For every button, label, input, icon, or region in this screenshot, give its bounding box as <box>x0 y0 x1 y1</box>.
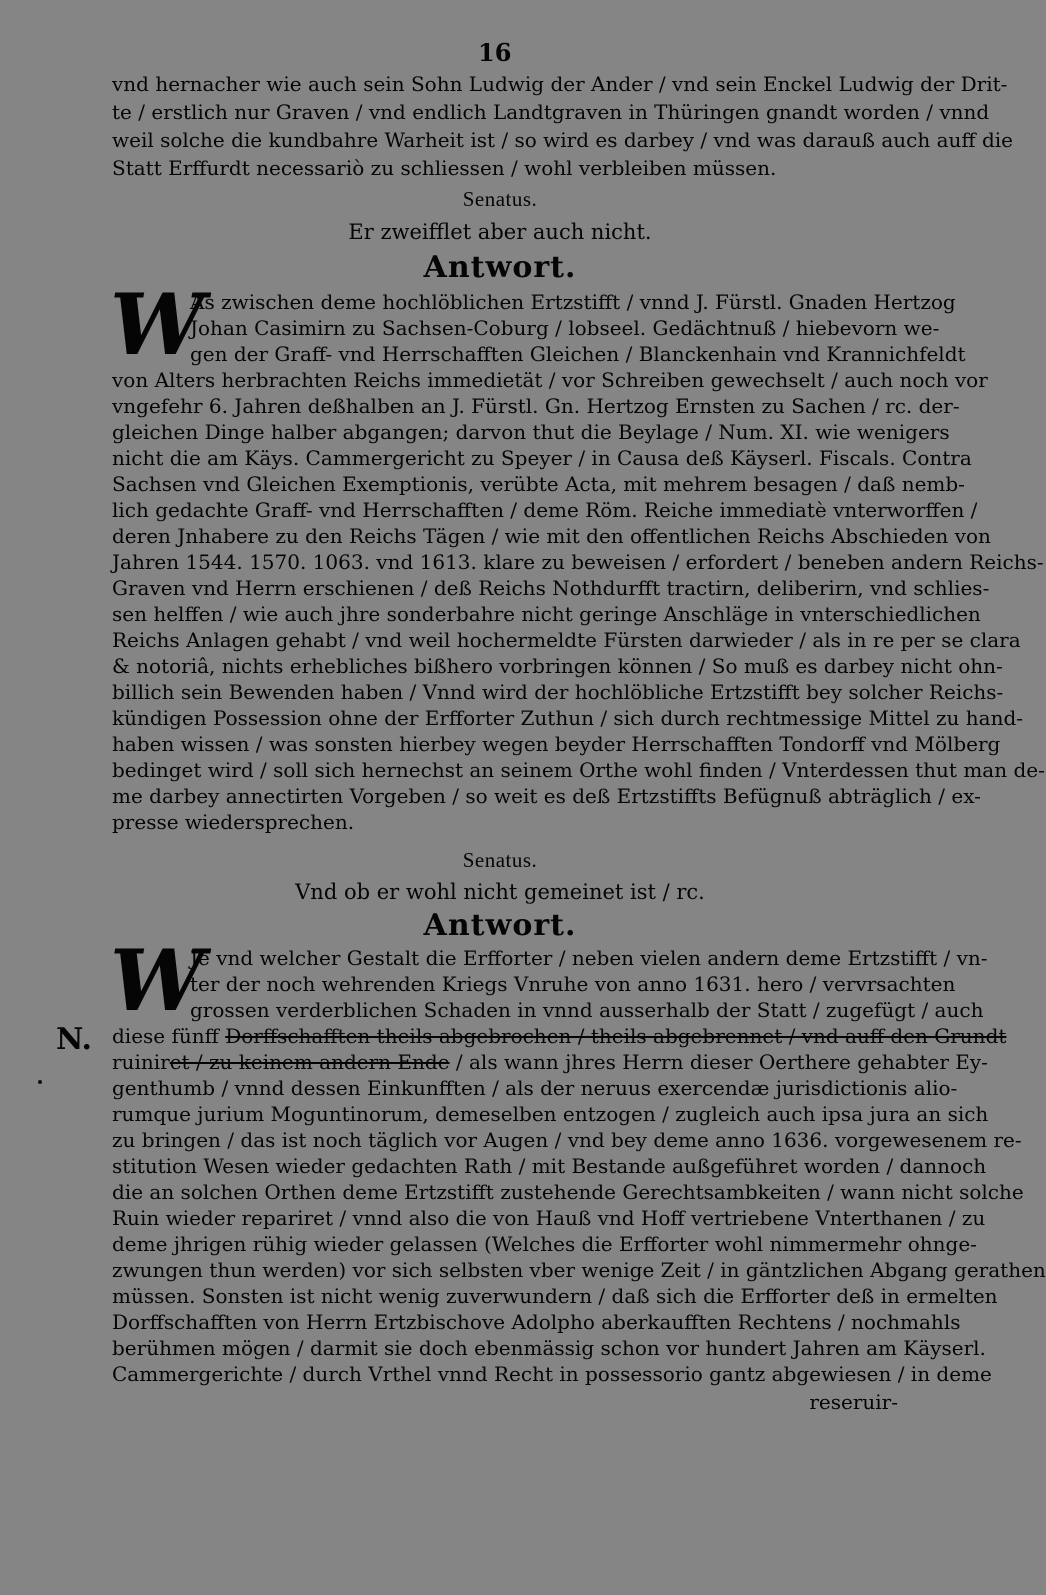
text-line: Ruin wieder repariret / vnnd also die von Hauß vnd Hoff vertriebene Vnterthanen / zu <box>112 1206 986 1230</box>
text-line: berühmen mögen / darmit sie doch ebenmässig schon vor hundert Jahren am Käyserl. <box>112 1336 986 1360</box>
text-segment: / als wann jhres Herrn dieser Oerthere gehabter Ey- <box>449 1050 988 1074</box>
text-line: As zwischen deme hochlöblichen Ertzstifft / vnnd J. Fürstl. Gnaden Hertzog <box>190 290 956 314</box>
speaker-heading: Senatus. <box>462 187 538 211</box>
text-line: von Alters herbrachten Reichs immedietät / vor Schreiben gewechselt / auch noch vor <box>112 368 988 392</box>
answer-heading: Antwort. <box>423 908 577 943</box>
text-line: lich gedachte Graff- vnd Herrschafften / deme Röm. Reiche immediatè vnterworffen / <box>112 498 978 522</box>
text-line: vngefehr 6. Jahren deßhalben an J. Fürstl. Gn. Hertzog Ernsten zu Sachen / rc. der- <box>112 394 960 418</box>
text-line: zu bringen / das ist noch täglich vor Augen / vnd bey deme anno 1636. vorgewesenem re- <box>112 1128 1022 1152</box>
text-line: weil solche die kundbahre Warheit ist / so wird es darbey / vnd was darauß auch auff die <box>112 128 1013 152</box>
text-line: vnd hernacher wie auch sein Sohn Ludwig der Ander / vnd sein Enckel Ludwig der Drit- <box>112 72 1008 96</box>
text-line: me darbey annectirten Vorgeben / so weit es deß Ertzstiffts Befügnuß abträglich / ex- <box>112 784 981 808</box>
text-line: billich sein Bewenden haben / Vnnd wird der hochlöbliche Ertzstifft bey solcher Reichs- <box>112 680 1004 704</box>
text-line: presse wiedersprechen. <box>112 810 355 834</box>
question-heading: Er zweifflet aber auch nicht. <box>348 220 652 244</box>
decorated-initial: W <box>110 275 205 374</box>
text-line: Jahren 1544. 1570. 1063. vnd 1613. klare zu beweisen / erfordert / beneben andern Reichs- <box>112 550 1044 574</box>
text-line: deme jhrigen rühig wieder gelassen (Welches die Erfforter wohl nimmermehr ohnge- <box>112 1232 977 1256</box>
text-line: ter der noch wehrenden Kriegs Vnruhe von anno 1631. hero / vervrsachten <box>190 972 956 996</box>
answer-heading: Antwort. <box>423 250 577 285</box>
struck-segment: Dorffschafften theils abgebrochen / theils abgebrennet / vnd auff den Grundt <box>225 1024 1007 1048</box>
text-line: kündigen Possession ohne der Erfforter Zuthun / sich durch rechtmessige Mittel zu hand- <box>112 706 1024 730</box>
struck-segment: et / zu keinem andern Ende <box>169 1050 450 1074</box>
text-line: deren Jnhabere zu den Reichs Tägen / wie mit den offentlichen Reichs Abschieden von <box>112 524 991 548</box>
text-line: gen der Graff- vnd Herrschafften Gleichen / Blanckenhain vnd Krannichfeldt <box>190 342 966 366</box>
text-line: gleichen Dinge halber abgangen; darvon thut die Beylage / Num. XI. wie wenigers <box>112 420 950 444</box>
text-line: Statt Erffurdt necessariò zu schliessen / wohl verbleiben müssen. <box>112 156 777 180</box>
question-heading: Vnd ob er wohl nicht gemeinet ist / rc. <box>295 880 705 904</box>
margin-annotation: N. <box>56 1022 92 1057</box>
text-line: sen helffen / wie auch jhre sonderbahre nicht geringe Anschläge in vnterschiedlichen <box>112 602 981 626</box>
page-number: 16 <box>478 38 512 67</box>
text-line: te / erstlich nur Graven / vnd endlich Landtgraven in Thüringen gnandt worden / vnnd <box>112 100 990 124</box>
text-line: nicht die am Käys. Cammergericht zu Speyer / in Causa deß Käyserl. Fiscals. Contra <box>112 446 972 470</box>
text-line: haben wissen / was sonsten hierbey wegen beyder Herrschafften Tondorff vnd Mölberg <box>112 732 1001 756</box>
struck-text-line <box>112 1050 988 1074</box>
text-line: Graven vnd Herrn erschienen / deß Reichs Nothdurfft tractirn, deliberirn, vnd schlies- <box>112 576 990 600</box>
text-line: bedinget wird / soll sich hernechst an seinem Orthe wohl finden / Vnterdessen thut man de- <box>112 758 1045 782</box>
text-line: Dorffschafften von Herrn Ertzbischove Adolpho aberkaufften Rechtens / nochmahls <box>112 1310 961 1334</box>
text-line: müssen. Sonsten ist nicht wenig zuverwundern / daß sich die Erfforter deß in ermelten <box>112 1284 998 1308</box>
text-line: Johan Casimirn zu Sachsen-Coburg / lobseel. Gedächtnuß / hiebevorn we- <box>190 316 940 340</box>
decorated-initial: W <box>110 931 205 1030</box>
text-segment: diese fünff <box>112 1024 226 1048</box>
text-line: die an solchen Orthen deme Ertzstifft zustehende Gerechtsambkeiten / wann nicht solche <box>112 1180 1024 1204</box>
text-line: Sachsen vnd Gleichen Exemptionis, verübte Acta, mit mehrem besagen / daß nemb- <box>112 472 965 496</box>
text-line: stitution Wesen wieder gedachten Rath / mit Bestande außgeführet worden / dannoch <box>112 1154 987 1178</box>
text-line: Reichs Anlagen gehabt / vnd weil hochermeldte Fürsten darwieder / als in re per se clara <box>112 628 1021 652</box>
text-line: rumque jurium Moguntinorum, demeselben entzogen / zugleich auch ipsa jura an sich <box>112 1102 989 1126</box>
text-line: & notoriâ, nichts erhebliches bißhero vorbringen können / So muß es darbey nicht ohn- <box>112 654 1003 678</box>
speaker-heading: Senatus. <box>462 848 538 872</box>
text-line: grossen verderblichen Schaden in vnnd ausserhalb der Statt / zugefügt / auch <box>190 998 984 1022</box>
text-line: genthumb / vnnd dessen Einkunfften / als der neruus exercendæ jurisdictionis alio- <box>112 1076 958 1100</box>
margin-dot <box>38 1080 42 1084</box>
text-line: Cammergerichte / durch Vrthel vnnd Recht in possessorio gantz abgewiesen / in deme <box>112 1362 992 1386</box>
struck-text-line <box>112 1024 1007 1048</box>
text-line: Je vnd welcher Gestalt die Erfforter / neben vielen andern deme Ertzstifft / vn- <box>190 946 988 970</box>
text-line: zwungen thun werden) vor sich selbsten vber wenige Zeit / in gäntzlichen Abgang gerathen <box>112 1258 1046 1282</box>
text-segment: ruinir <box>112 1050 170 1074</box>
catchword: reseruir- <box>809 1390 898 1414</box>
